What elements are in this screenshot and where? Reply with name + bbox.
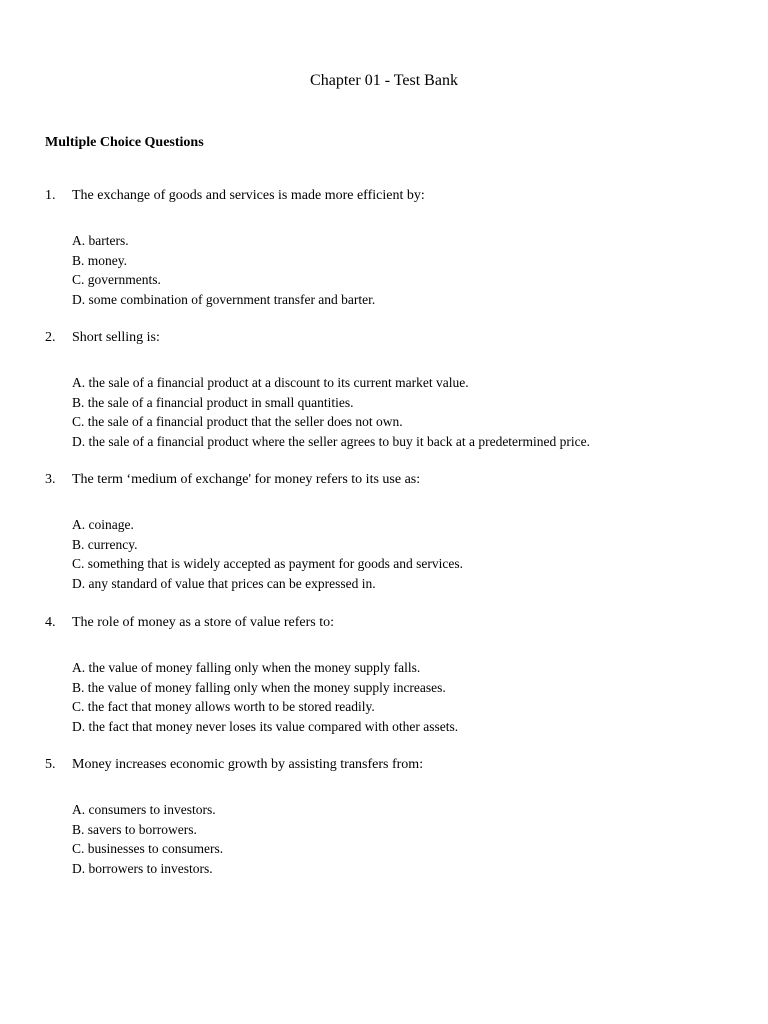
answer-option-a: A. the value of money falling only when the money supply falls. xyxy=(72,660,421,675)
answer-option-a: A. consumers to investors. xyxy=(72,802,216,817)
question-text: The role of money as a store of value refers to: xyxy=(72,615,335,630)
answer-options xyxy=(72,373,590,451)
answer-option-c: C. the fact that money allows worth to be stored readily. xyxy=(72,699,375,714)
question-stem xyxy=(45,329,735,347)
answer-option-c: C. businesses to consumers. xyxy=(72,841,224,856)
answer-option-d: D. the fact that money never loses its value compared with other assets. xyxy=(72,718,459,734)
question-text: The exchange of goods and services is made more efficient by: xyxy=(72,188,425,203)
answer-options xyxy=(72,658,458,736)
answer-option-c: C. governments. xyxy=(72,272,161,287)
question-text: Money increases economic growth by assisting transfers from: xyxy=(72,757,424,772)
question-1 xyxy=(45,187,735,307)
question-text: The term ‘medium of exchange' for money refers to its use as: xyxy=(72,472,421,487)
question-number: 5. xyxy=(45,757,56,772)
question-stem xyxy=(45,471,735,489)
answer-options xyxy=(72,231,375,309)
question-2 xyxy=(45,329,735,449)
answer-option-b: B. the sale of a financial product in small quantities. xyxy=(72,394,354,410)
answer-option-a: A. barters. xyxy=(72,233,129,248)
question-number: 2. xyxy=(45,330,56,345)
answer-options xyxy=(72,800,223,878)
answer-option-c: C. the sale of a financial product that the seller does not own. xyxy=(72,414,403,429)
answer-option-b: B. savers to borrowers. xyxy=(72,821,197,837)
question-number: 3. xyxy=(45,472,56,487)
answer-option-b: B. the value of money falling only when the money supply increases. xyxy=(72,679,446,695)
question-5 xyxy=(45,756,735,876)
page-title: Chapter 01 - Test Bank xyxy=(310,72,458,89)
section-heading: Multiple Choice Questions xyxy=(45,135,204,150)
answer-option-d: D. any standard of value that prices can be expressed in. xyxy=(72,575,376,591)
question-number: 4. xyxy=(45,615,56,630)
question-3 xyxy=(45,471,735,591)
answer-options xyxy=(72,515,463,593)
answer-option-c: C. something that is widely accepted as payment for goods and services. xyxy=(72,556,464,571)
question-stem xyxy=(45,614,735,632)
answer-option-a: A. the sale of a financial product at a discount to its current market value. xyxy=(72,375,469,390)
answer-option-d: D. borrowers to investors. xyxy=(72,860,213,876)
question-number: 1. xyxy=(45,188,56,203)
question-text: Short selling is: xyxy=(72,330,160,345)
answer-option-d: D. some combination of government transfer and barter. xyxy=(72,291,376,307)
answer-option-b: B. money. xyxy=(72,252,127,268)
question-stem xyxy=(45,756,735,774)
question-stem xyxy=(45,187,735,205)
answer-option-b: B. currency. xyxy=(72,536,138,552)
answer-option-a: A. coinage. xyxy=(72,517,134,532)
question-4 xyxy=(45,614,735,734)
answer-option-d: D. the sale of a financial product where the seller agrees to buy it back at a predetermined price. xyxy=(72,433,591,449)
